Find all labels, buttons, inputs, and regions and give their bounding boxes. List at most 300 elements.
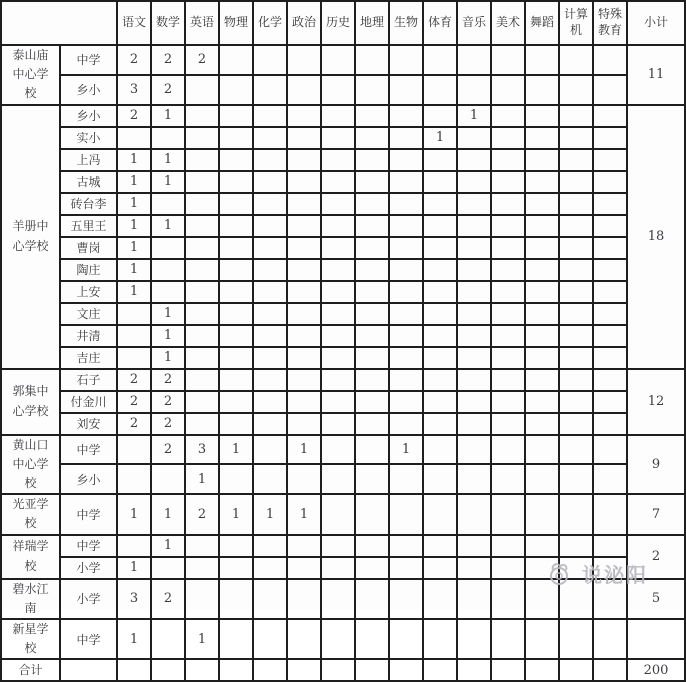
value-cell xyxy=(491,659,525,681)
value-cell xyxy=(355,237,389,259)
value-cell xyxy=(287,303,321,325)
subschool-cell: 石子 xyxy=(60,369,117,391)
value-cell xyxy=(185,303,219,325)
value-cell xyxy=(219,105,253,127)
value-cell: 1 xyxy=(151,149,185,171)
value-cell: 1 xyxy=(151,347,185,369)
value-cell xyxy=(457,149,491,171)
column-header: 音乐 xyxy=(457,1,491,45)
subschool-cell: 付金川 xyxy=(60,391,117,413)
table-row xyxy=(1,127,685,149)
value-cell xyxy=(355,619,389,659)
value-cell xyxy=(457,464,491,494)
value-cell xyxy=(559,281,593,303)
value-cell xyxy=(321,193,355,215)
value-cell xyxy=(559,193,593,215)
column-header: 政治 xyxy=(287,1,321,45)
value-cell xyxy=(321,494,355,534)
value-cell xyxy=(253,347,287,369)
subschool-cell: 乡小 xyxy=(60,464,117,494)
value-cell xyxy=(185,171,219,193)
value-cell: 1 xyxy=(151,303,185,325)
value-cell xyxy=(253,45,287,75)
value-cell xyxy=(355,659,389,681)
value-cell: 1 xyxy=(151,535,185,557)
value-cell xyxy=(491,215,525,237)
subtotal-cell xyxy=(627,619,685,659)
value-cell xyxy=(559,347,593,369)
value-cell xyxy=(593,303,627,325)
value-cell: 2 xyxy=(117,369,151,391)
subschool-cell: 中学 xyxy=(60,45,117,75)
value-cell xyxy=(593,619,627,659)
value-cell xyxy=(423,45,457,75)
value-cell: 1 xyxy=(423,127,457,149)
value-cell: 2 xyxy=(151,413,185,435)
value-cell xyxy=(525,325,559,347)
value-cell xyxy=(253,237,287,259)
value-cell xyxy=(491,619,525,659)
value-cell xyxy=(423,215,457,237)
value-cell xyxy=(355,149,389,171)
value-cell xyxy=(423,281,457,303)
value-cell xyxy=(321,659,355,681)
value-cell xyxy=(491,45,525,75)
value-cell xyxy=(219,464,253,494)
table-header xyxy=(1,1,685,45)
table-row xyxy=(1,259,685,281)
value-cell xyxy=(457,413,491,435)
column-header: 特殊教育 xyxy=(593,1,627,45)
value-cell xyxy=(253,75,287,105)
value-cell xyxy=(525,535,559,557)
value-cell xyxy=(457,435,491,465)
column-header: 历史 xyxy=(321,1,355,45)
value-cell xyxy=(185,281,219,303)
value-cell xyxy=(321,535,355,557)
value-cell xyxy=(389,347,423,369)
value-cell xyxy=(525,464,559,494)
table-row xyxy=(1,494,685,534)
value-cell xyxy=(593,435,627,465)
value-cell xyxy=(593,494,627,534)
value-cell xyxy=(559,171,593,193)
value-cell xyxy=(219,149,253,171)
value-cell xyxy=(287,659,321,681)
value-cell xyxy=(219,259,253,281)
school-name-cell: 新星学校 xyxy=(1,619,60,659)
value-cell xyxy=(525,105,559,127)
value-cell xyxy=(389,413,423,435)
value-cell xyxy=(423,105,457,127)
value-cell: 2 xyxy=(151,435,185,465)
value-cell xyxy=(491,127,525,149)
value-cell xyxy=(593,237,627,259)
value-cell xyxy=(491,281,525,303)
column-header: 小计 xyxy=(627,1,685,45)
subschool-cell: 乡小 xyxy=(60,105,117,127)
value-cell xyxy=(559,435,593,465)
table-row xyxy=(1,303,685,325)
table-row xyxy=(1,75,685,105)
column-header: 化学 xyxy=(253,1,287,45)
value-cell xyxy=(219,659,253,681)
subschool-cell: 中学 xyxy=(60,494,117,534)
value-cell xyxy=(525,237,559,259)
value-cell xyxy=(321,619,355,659)
value-cell xyxy=(423,149,457,171)
value-cell xyxy=(525,281,559,303)
value-cell xyxy=(185,369,219,391)
table-row xyxy=(1,171,685,193)
table-row xyxy=(1,281,685,303)
value-cell xyxy=(321,435,355,465)
value-cell xyxy=(389,535,423,557)
subschool-cell: 中学 xyxy=(60,535,117,557)
value-cell xyxy=(389,325,423,347)
value-cell xyxy=(185,347,219,369)
value-cell xyxy=(423,435,457,465)
column-header: 英语 xyxy=(185,1,219,45)
value-cell xyxy=(423,557,457,579)
value-cell xyxy=(389,193,423,215)
value-cell xyxy=(457,193,491,215)
value-cell xyxy=(185,579,219,619)
value-cell xyxy=(219,347,253,369)
value-cell xyxy=(457,369,491,391)
value-cell xyxy=(321,259,355,281)
value-cell xyxy=(593,259,627,281)
value-cell xyxy=(219,45,253,75)
value-cell xyxy=(593,75,627,105)
value-cell: 2 xyxy=(117,105,151,127)
value-cell: 1 xyxy=(117,171,151,193)
value-cell xyxy=(457,259,491,281)
value-cell: 1 xyxy=(117,149,151,171)
value-cell xyxy=(457,535,491,557)
column-header: 舞蹈 xyxy=(525,1,559,45)
subschool-cell: 五里王 xyxy=(60,215,117,237)
value-cell xyxy=(219,127,253,149)
column-header: 计算机 xyxy=(559,1,593,45)
value-cell xyxy=(423,619,457,659)
value-cell xyxy=(389,464,423,494)
value-cell xyxy=(389,494,423,534)
value-cell xyxy=(389,127,423,149)
value-cell xyxy=(117,347,151,369)
value-cell: 2 xyxy=(185,45,219,75)
value-cell: 1 xyxy=(151,325,185,347)
value-cell xyxy=(491,494,525,534)
value-cell xyxy=(491,464,525,494)
value-cell xyxy=(287,149,321,171)
subschool-cell: 中学 xyxy=(60,619,117,659)
corner-cell xyxy=(1,1,117,45)
total-row xyxy=(1,659,685,681)
value-cell xyxy=(389,619,423,659)
value-cell xyxy=(253,413,287,435)
value-cell: 1 xyxy=(151,105,185,127)
subtotal-cell: 7 xyxy=(627,494,685,534)
column-header: 地理 xyxy=(355,1,389,45)
grand-total-cell: 200 xyxy=(627,659,685,681)
value-cell xyxy=(525,127,559,149)
value-cell xyxy=(559,391,593,413)
value-cell xyxy=(321,369,355,391)
value-cell xyxy=(457,303,491,325)
value-cell xyxy=(593,579,627,619)
value-cell xyxy=(253,171,287,193)
value-cell xyxy=(253,259,287,281)
value-cell xyxy=(559,259,593,281)
value-cell xyxy=(457,171,491,193)
value-cell xyxy=(491,557,525,579)
subschool-cell: 陶庄 xyxy=(60,259,117,281)
table-row xyxy=(1,413,685,435)
value-cell xyxy=(287,237,321,259)
value-cell: 1 xyxy=(389,435,423,465)
value-cell xyxy=(423,413,457,435)
value-cell xyxy=(355,494,389,534)
subtotal-cell: 11 xyxy=(627,45,685,105)
value-cell xyxy=(287,391,321,413)
value-cell xyxy=(593,127,627,149)
table-row xyxy=(1,391,685,413)
value-cell xyxy=(219,281,253,303)
value-cell xyxy=(219,171,253,193)
value-cell xyxy=(355,105,389,127)
value-cell xyxy=(423,237,457,259)
value-cell xyxy=(389,45,423,75)
value-cell xyxy=(559,494,593,534)
value-cell xyxy=(491,303,525,325)
value-cell xyxy=(355,369,389,391)
value-cell xyxy=(457,659,491,681)
table-row xyxy=(1,369,685,391)
value-cell xyxy=(287,105,321,127)
subschool-cell: 上冯 xyxy=(60,149,117,171)
value-cell xyxy=(457,127,491,149)
table-row xyxy=(1,215,685,237)
value-cell xyxy=(287,557,321,579)
value-cell xyxy=(559,369,593,391)
subschool-cell: 小学 xyxy=(60,557,117,579)
value-cell xyxy=(321,127,355,149)
value-cell xyxy=(253,579,287,619)
value-cell xyxy=(423,171,457,193)
value-cell xyxy=(423,464,457,494)
subschool-cell: 乡小 xyxy=(60,75,117,105)
value-cell: 1 xyxy=(151,494,185,534)
value-cell xyxy=(253,391,287,413)
value-cell xyxy=(321,579,355,619)
value-cell xyxy=(559,464,593,494)
value-cell: 1 xyxy=(151,215,185,237)
subschool-cell: 实小 xyxy=(60,127,117,149)
value-cell xyxy=(321,391,355,413)
value-cell xyxy=(185,149,219,171)
watermark-text: 说泌阳 xyxy=(582,562,648,587)
subschool-cell: 中学 xyxy=(60,435,117,465)
value-cell xyxy=(457,215,491,237)
value-cell xyxy=(559,237,593,259)
value-cell xyxy=(287,75,321,105)
value-cell xyxy=(321,75,355,105)
subschool-cell: 文庄 xyxy=(60,303,117,325)
value-cell xyxy=(287,347,321,369)
value-cell xyxy=(117,303,151,325)
value-cell xyxy=(253,215,287,237)
value-cell xyxy=(321,325,355,347)
value-cell xyxy=(525,171,559,193)
value-cell xyxy=(219,535,253,557)
value-cell xyxy=(355,281,389,303)
value-cell: 2 xyxy=(151,45,185,75)
value-cell: 1 xyxy=(253,494,287,534)
value-cell xyxy=(525,75,559,105)
value-cell xyxy=(287,619,321,659)
value-cell xyxy=(491,435,525,465)
value-cell xyxy=(593,369,627,391)
value-cell xyxy=(457,579,491,619)
value-cell xyxy=(355,75,389,105)
value-cell xyxy=(525,579,559,619)
value-cell xyxy=(321,557,355,579)
value-cell xyxy=(185,75,219,105)
school-name-cell: 郭集中心学校 xyxy=(1,369,60,435)
value-cell xyxy=(593,281,627,303)
value-cell xyxy=(457,391,491,413)
value-cell xyxy=(253,193,287,215)
value-cell xyxy=(389,281,423,303)
value-cell: 1 xyxy=(117,259,151,281)
value-cell: 1 xyxy=(185,464,219,494)
value-cell xyxy=(219,557,253,579)
value-cell xyxy=(355,579,389,619)
table-row xyxy=(1,193,685,215)
value-cell xyxy=(525,303,559,325)
value-cell xyxy=(457,619,491,659)
value-cell xyxy=(491,579,525,619)
value-cell xyxy=(321,105,355,127)
value-cell xyxy=(525,435,559,465)
value-cell xyxy=(321,149,355,171)
value-cell xyxy=(219,619,253,659)
value-cell xyxy=(355,45,389,75)
value-cell: 1 xyxy=(117,557,151,579)
value-cell xyxy=(457,347,491,369)
value-cell: 2 xyxy=(117,45,151,75)
value-cell xyxy=(253,464,287,494)
column-header: 生物 xyxy=(389,1,423,45)
school-name-cell: 黄山口中心学校 xyxy=(1,435,60,495)
value-cell xyxy=(219,391,253,413)
value-cell xyxy=(117,535,151,557)
value-cell xyxy=(491,347,525,369)
value-cell xyxy=(457,75,491,105)
table-row xyxy=(1,105,685,127)
table-body xyxy=(1,45,685,681)
value-cell xyxy=(355,193,389,215)
value-cell: 2 xyxy=(185,494,219,534)
value-cell xyxy=(559,215,593,237)
value-cell xyxy=(321,45,355,75)
value-cell xyxy=(185,259,219,281)
value-cell xyxy=(287,215,321,237)
school-name-cell: 泰山庙中心学校 xyxy=(1,45,60,105)
value-cell xyxy=(559,127,593,149)
value-cell xyxy=(185,193,219,215)
value-cell: 3 xyxy=(185,435,219,465)
value-cell xyxy=(593,557,627,579)
value-cell xyxy=(593,149,627,171)
value-cell: 2 xyxy=(151,579,185,619)
value-cell: 2 xyxy=(151,391,185,413)
value-cell xyxy=(253,557,287,579)
value-cell xyxy=(219,215,253,237)
value-cell xyxy=(559,325,593,347)
value-cell xyxy=(355,557,389,579)
value-cell xyxy=(219,193,253,215)
value-cell xyxy=(423,75,457,105)
value-cell xyxy=(525,193,559,215)
value-cell xyxy=(355,127,389,149)
value-cell xyxy=(253,281,287,303)
value-cell xyxy=(389,259,423,281)
subtotal-cell: 12 xyxy=(627,369,685,435)
value-cell xyxy=(559,619,593,659)
value-cell xyxy=(287,127,321,149)
subschool-cell: 砖台李 xyxy=(60,193,117,215)
value-cell: 1 xyxy=(117,619,151,659)
value-cell xyxy=(457,237,491,259)
value-cell xyxy=(355,259,389,281)
value-cell xyxy=(287,579,321,619)
value-cell xyxy=(219,413,253,435)
value-cell xyxy=(457,557,491,579)
value-cell xyxy=(525,391,559,413)
school-name-cell: 光亚学校 xyxy=(1,494,60,534)
total-label-cell: 合计 xyxy=(1,659,60,681)
value-cell xyxy=(491,413,525,435)
value-cell xyxy=(491,237,525,259)
value-cell xyxy=(491,259,525,281)
subschool-cell: 古城 xyxy=(60,171,117,193)
value-cell: 1 xyxy=(219,494,253,534)
value-cell xyxy=(355,347,389,369)
value-cell: 1 xyxy=(219,435,253,465)
value-cell xyxy=(525,619,559,659)
value-cell xyxy=(423,193,457,215)
value-cell xyxy=(593,347,627,369)
value-cell xyxy=(389,557,423,579)
value-cell xyxy=(389,149,423,171)
value-cell xyxy=(525,45,559,75)
value-cell xyxy=(253,659,287,681)
table-row xyxy=(1,464,685,494)
table-row xyxy=(1,149,685,171)
value-cell xyxy=(491,171,525,193)
value-cell: 2 xyxy=(117,391,151,413)
table-row xyxy=(1,535,685,557)
table-row xyxy=(1,347,685,369)
value-cell xyxy=(355,535,389,557)
value-cell xyxy=(219,579,253,619)
value-cell xyxy=(389,105,423,127)
value-cell xyxy=(423,535,457,557)
value-cell xyxy=(423,391,457,413)
value-cell xyxy=(525,347,559,369)
